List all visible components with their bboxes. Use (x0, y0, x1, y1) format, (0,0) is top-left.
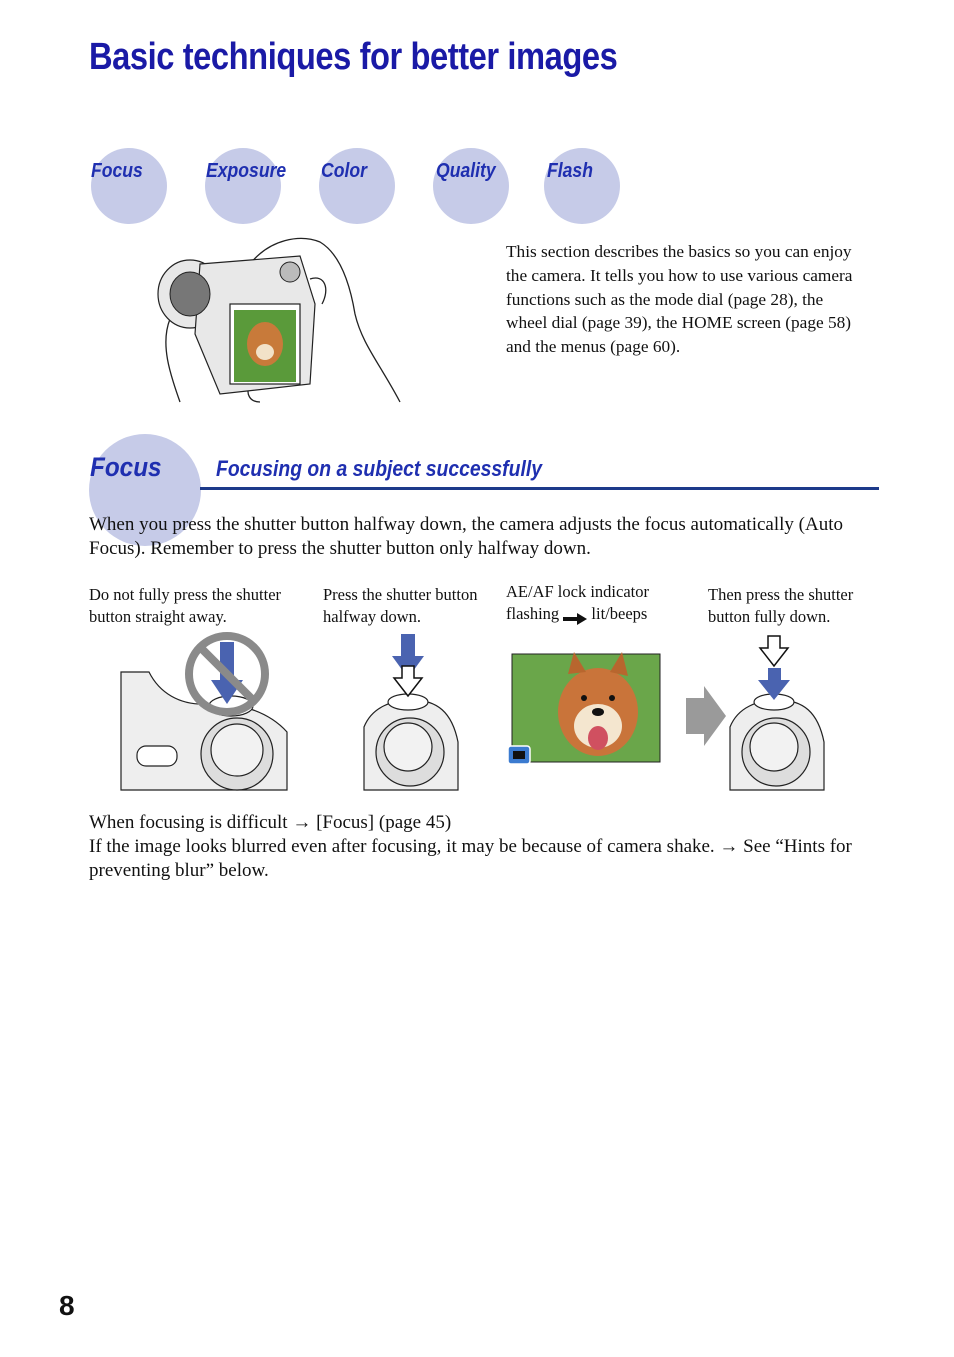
step-3-caption-line1: AE/AF lock indicator (506, 582, 649, 601)
category-label-exposure: Exposure (206, 160, 287, 182)
step-4-illustration (728, 632, 828, 792)
step-3-caption-lit: lit/beeps (591, 604, 648, 623)
category-label-quality: Quality (436, 160, 496, 182)
category-label-color: Color (321, 160, 367, 182)
section-label: Focus (90, 452, 162, 482)
step-2-caption: Press the shutter button halfway down. (323, 585, 478, 626)
arrow-right-icon (563, 609, 587, 621)
step-1-illustration (119, 632, 289, 792)
section-subtitle: Focusing on a subject successfully (216, 456, 542, 481)
category-label-flash: Flash (547, 160, 593, 182)
section-rule (200, 487, 879, 490)
page-number: 8 (59, 1290, 75, 1321)
note-line-1: When focusing is difficult → [Focus] (page 45) (89, 812, 452, 833)
camera-hands-illustration (150, 234, 410, 406)
step-4-caption: Then press the shutter button fully down. (708, 585, 854, 626)
step-3-caption (506, 581, 696, 625)
step-3-caption-flashing: flashing (506, 604, 560, 623)
next-step-arrow-icon (686, 686, 726, 746)
intro-paragraph: This section describes the basics so you can enjoy the camera. It tells you how to use various camera functions such as the mode dial (page 28), the wheel dial (page 39), the HOME screen (page 58) and the menus (page 60). (506, 242, 853, 357)
section-body: When you press the shutter button halfway down, the camera adjusts the focus automatically (Auto Focus). Remember to press the shutter button only halfway down. (89, 514, 843, 559)
step-2-illustration (362, 632, 462, 792)
dog-photo (506, 652, 662, 766)
note-line-2: If the image looks blurred even after focusing, it may be because of camera shake. → See “Hints for preventing blur” below. (89, 836, 852, 881)
category-label-focus: Focus (91, 160, 143, 182)
step-1-caption: Do not fully press the shutter button straight away. (89, 585, 282, 626)
page-title: Basic techniques for better images (89, 36, 618, 78)
